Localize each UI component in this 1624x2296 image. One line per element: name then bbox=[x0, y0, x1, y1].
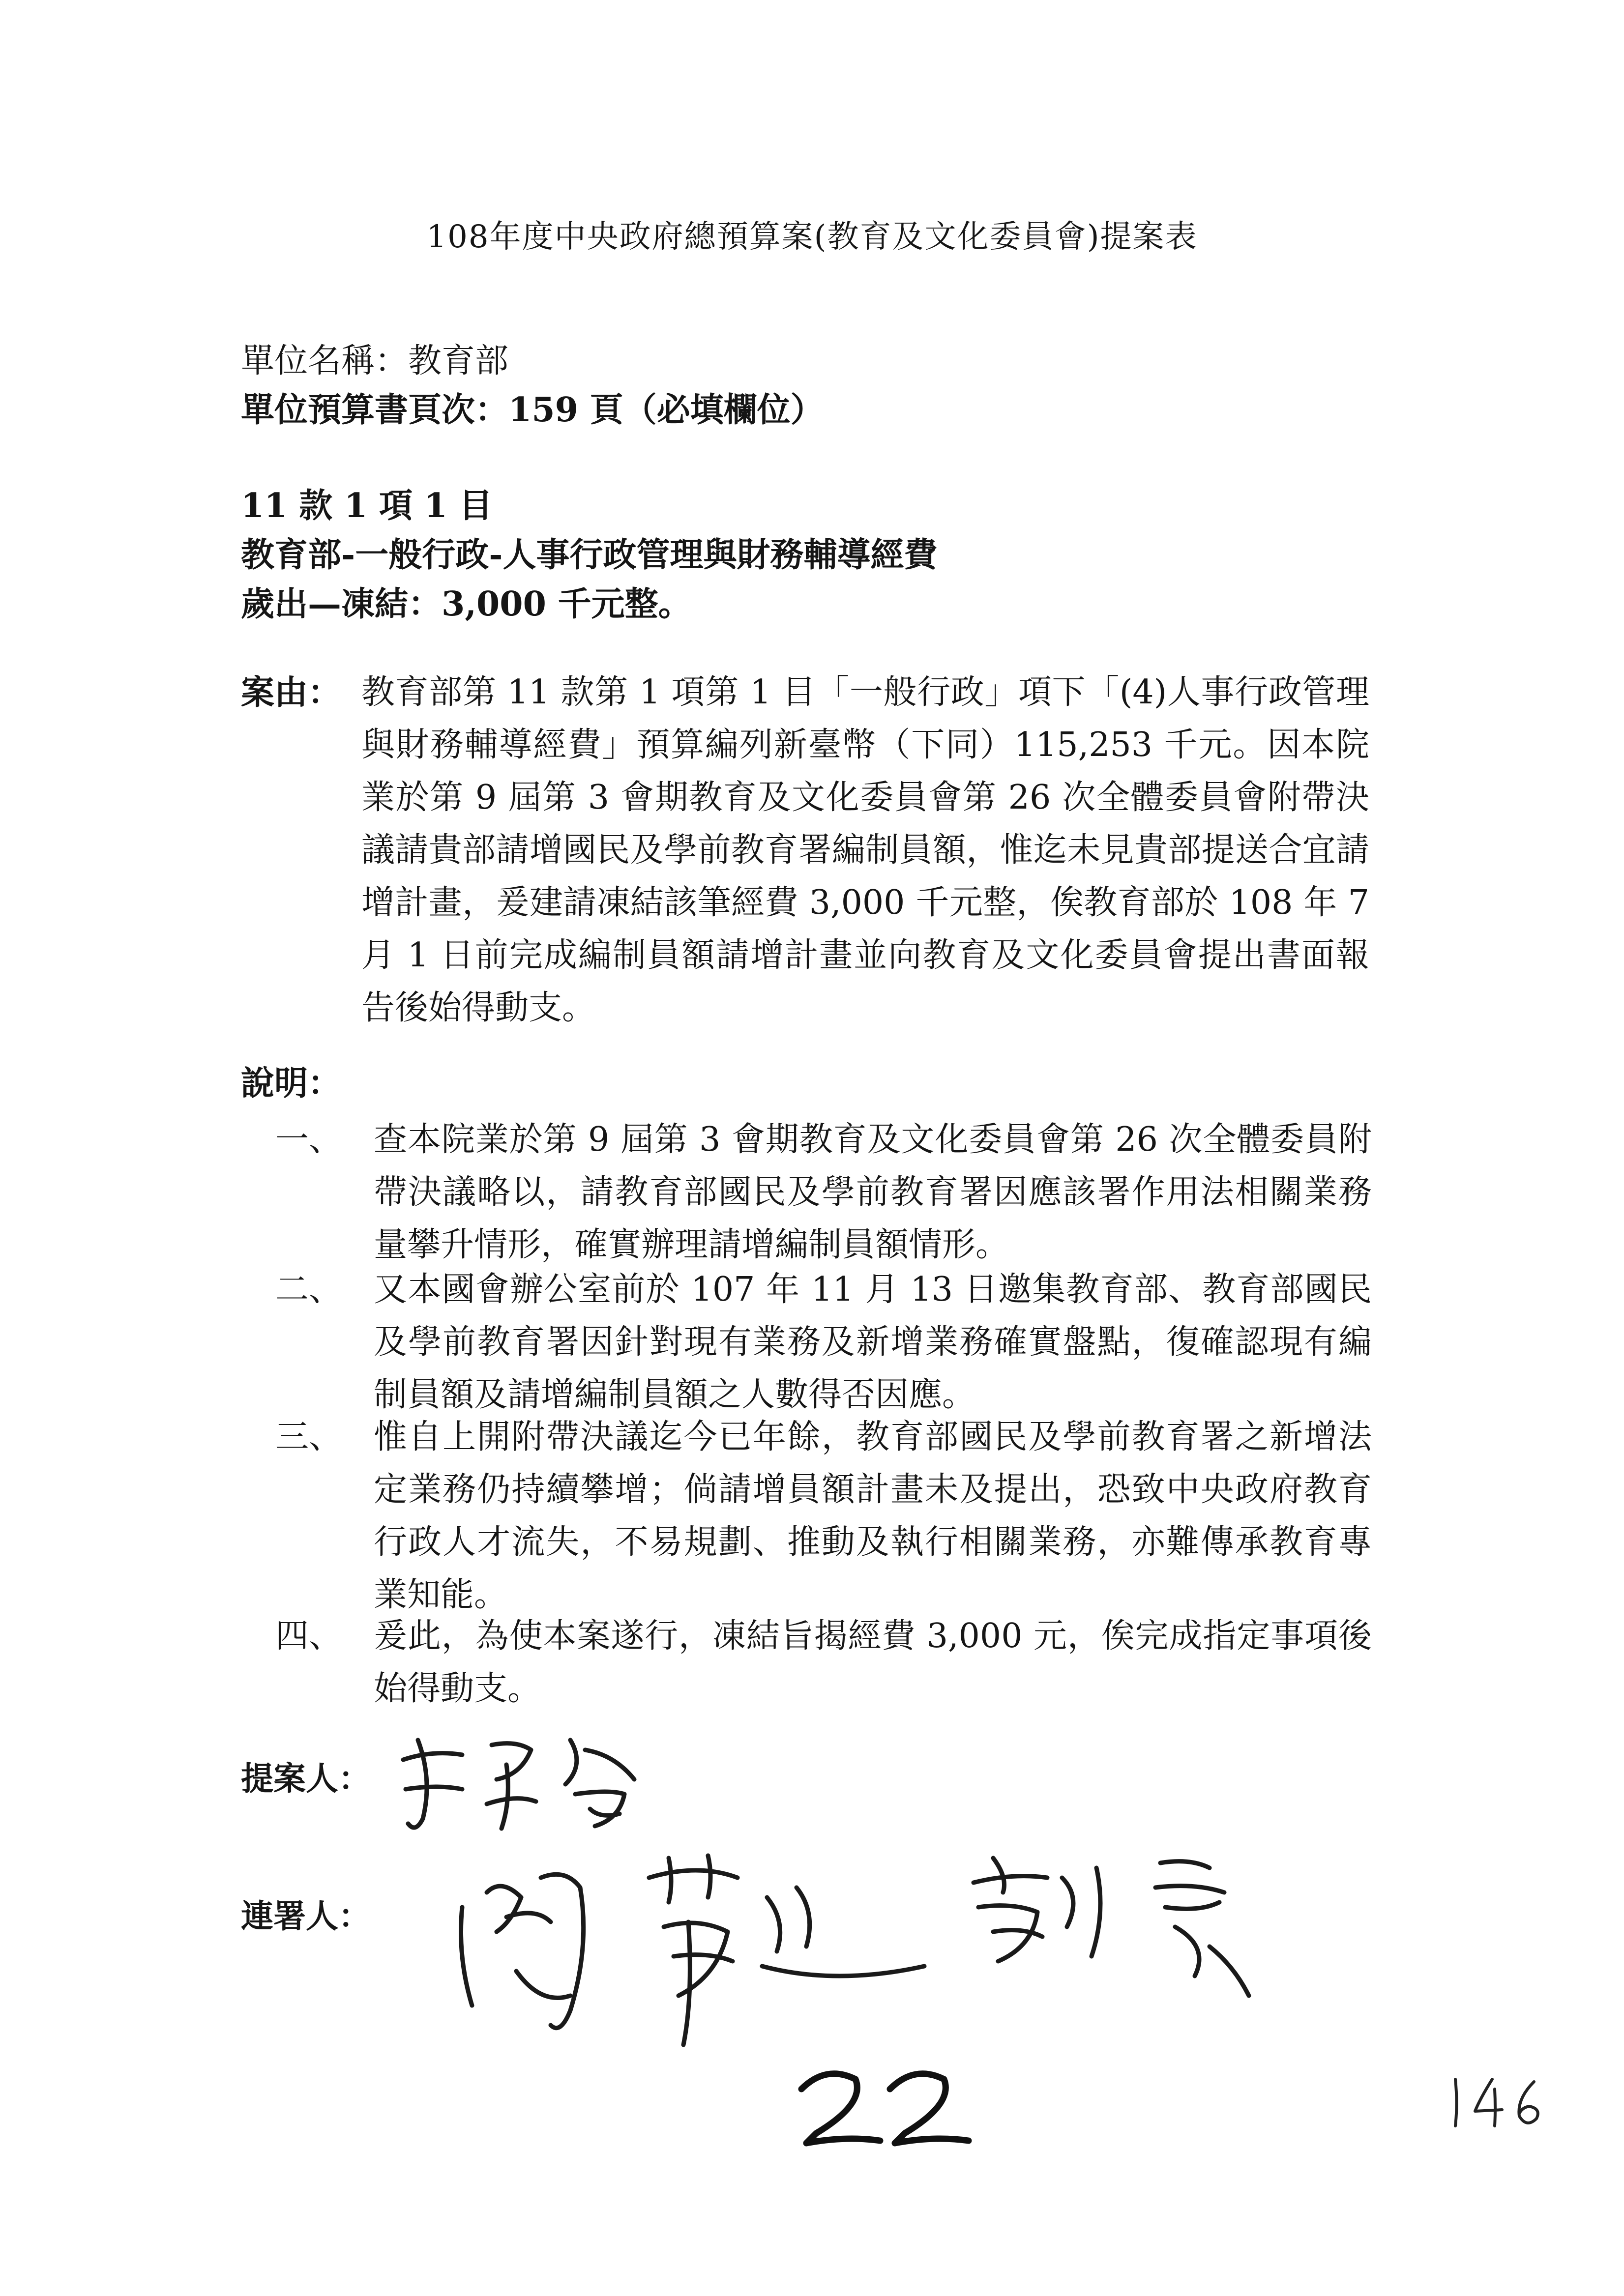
reason-text: 教育部第 11 款第 1 項第 1 目「一般行政」項下「(4)人事行政管理與財務輔導經費」預算編列新臺幣（下同）115,253 千元。因本院業於第 9 屆第 3 會期教育及文化委員會第 26 次全體委員會附帶決議請貴部請增國民及學前教育署編制員額，惟迄未見貴部提送合宜請增計畫，爰建請凍結該筆經費 3,000 千元整，俟教育部於 108 年 7 月 1 日前完成編制員額請增計畫並向教育及文化委員會提出書面報告後始得動支。 bbox=[361, 673, 1369, 1027]
proposer-label: 提案人： bbox=[241, 1759, 371, 1798]
explanation-item-3 bbox=[275, 1411, 1372, 1621]
item-mark: 三、 bbox=[275, 1418, 343, 1456]
page-number-handwritten bbox=[787, 2060, 993, 2158]
explanation-item-1 bbox=[275, 1113, 1372, 1271]
proposer-signature bbox=[388, 1720, 664, 1838]
item-name: 教育部-一般行政-人事行政管理與財務輔導經費 bbox=[241, 535, 938, 575]
item-text: 惟自上開附帶決議迄今已年餘，教育部國民及學前教育署之新增法定業務仍持續攀增；倘請增員額計畫未及提出，恐致中央政府教育行政人才流失，不易規劃、推動及執行相關業務，亦難傳承教育專業知能。 bbox=[374, 1418, 1372, 1614]
expense-freeze: 歲出—凍結：3,000 千元整。 bbox=[241, 584, 692, 624]
explanation-item-2 bbox=[275, 1263, 1372, 1421]
cosigner-signatures bbox=[443, 1848, 1303, 2060]
reason-label: 案由： bbox=[241, 673, 342, 712]
cosigner-label: 連署人： bbox=[241, 1897, 371, 1935]
item-mark: 二、 bbox=[275, 1270, 343, 1309]
explanation-item-4 bbox=[275, 1610, 1372, 1715]
item-text: 查本院業於第 9 屆第 3 會期教育及文化委員會第 26 次全體委員附帶決議略以，請教育部國民及學前教育署因應該署作用法相關業務量攀升情形，確實辦理請增編制員額情形。 bbox=[374, 1120, 1372, 1264]
sheet-number-handwritten bbox=[1446, 2069, 1554, 2133]
item-text: 爰此，為使本案遂行，凍結旨揭經費 3,000 元，俟完成指定事項後始得動支。 bbox=[374, 1617, 1372, 1708]
item-mark: 一、 bbox=[275, 1120, 343, 1159]
explanation-label: 說明： bbox=[241, 1064, 342, 1103]
item-mark: 四、 bbox=[275, 1617, 343, 1656]
budget-page: 單位預算書頁次：159 頁（必填欄位） bbox=[241, 390, 824, 430]
document-title: 108年度中央政府總預算案(教育及文化委員會)提案表 bbox=[426, 219, 1198, 255]
unit-name: 單位名稱：教育部 bbox=[241, 342, 509, 380]
item-text: 又本國會辦公室前於 107 年 11 月 13 日邀集教育部、教育部國民及學前教育署因針對現有業務及新增業務確實盤點，復確認現有編制員額及請增編制員額之人數得否因應。 bbox=[374, 1270, 1372, 1414]
item-code: 11 款 1 項 1 目 bbox=[241, 486, 493, 525]
